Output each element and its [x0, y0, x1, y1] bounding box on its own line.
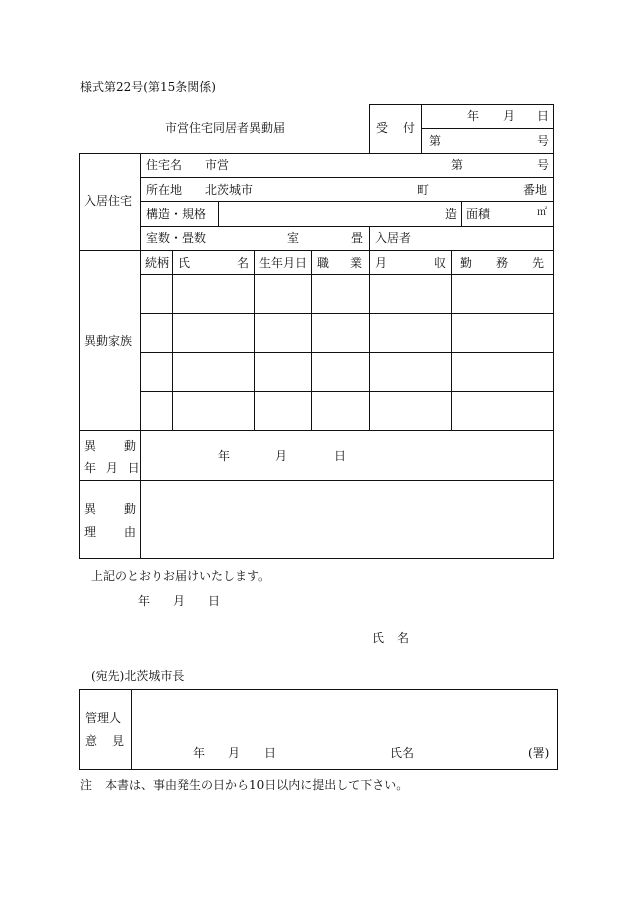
col-job-1: 職	[317, 256, 330, 270]
change-date-month: 月	[275, 449, 288, 463]
col-work-1: 勤	[460, 256, 473, 270]
family-col-line-4	[369, 250, 370, 430]
reception-month: 月	[503, 109, 516, 123]
manager-label-2a: 意	[85, 734, 98, 748]
tatami-unit: 畳	[351, 231, 364, 245]
sign-date-year: 年	[138, 594, 151, 608]
form-title: 市営住宅同居者異動届	[165, 121, 286, 135]
housing-no-suffix: 号	[537, 158, 550, 172]
reception-year: 年	[467, 109, 480, 123]
family-row1-line	[140, 313, 553, 314]
reception-left-line	[369, 104, 370, 153]
reception-mid-line	[421, 128, 553, 129]
family-col-line-1	[172, 250, 173, 430]
manager-label-divider	[131, 689, 132, 769]
family-col-line-5	[451, 250, 452, 430]
change-date-day: 日	[334, 449, 347, 463]
reception-label-tsuke: 付	[403, 121, 416, 135]
change-reason-label-2b: 由	[124, 525, 137, 539]
form-number: 様式第22号(第15条関係)	[80, 80, 216, 94]
family-row2-line	[140, 352, 553, 353]
reception-inner-line	[421, 104, 422, 153]
change-date-year: 年	[218, 449, 231, 463]
rooms-unit: 室	[287, 231, 300, 245]
change-reason-label-1b: 動	[124, 502, 137, 516]
address-label: 所在地	[146, 183, 183, 197]
rooms-label: 室数・畳数	[146, 231, 207, 245]
manager-label-2b: 見	[112, 734, 125, 748]
manager-label-1: 管理人	[85, 711, 122, 725]
col-name-1: 氏	[178, 256, 191, 270]
area-divider	[461, 201, 462, 226]
address-town: 町	[417, 183, 430, 197]
family-section-label: 異動家族	[84, 334, 133, 348]
statement-text: 上記のとおりお届けいたします。	[91, 569, 271, 583]
family-bottom-line	[79, 430, 553, 431]
manager-name-label: 氏名	[390, 746, 415, 760]
change-date-bottom-line	[79, 480, 553, 481]
change-reason-label-2a: 理	[84, 525, 97, 539]
area-label: 面積	[466, 207, 491, 221]
col-income-2: 収	[434, 256, 447, 270]
reception-label-u: 受	[376, 121, 389, 135]
change-date-label-1b: 動	[124, 439, 137, 453]
note-text: 本書は、事由発生の日から10日以内に提出して下さい。	[105, 778, 409, 792]
family-header-line	[140, 274, 553, 275]
change-reason-label-1a: 異	[84, 502, 97, 516]
reception-no-prefix: 第	[429, 134, 442, 148]
address-city: 北茨城市	[205, 183, 254, 197]
addressee: (宛先)北茨城市長	[91, 669, 185, 683]
change-date-label-1a: 異	[84, 439, 97, 453]
col-job-2: 業	[350, 256, 363, 270]
housing-no-prefix: 第	[451, 158, 464, 172]
manager-opinion-frame	[79, 689, 558, 770]
sign-date-month: 月	[173, 594, 186, 608]
family-row3-line	[140, 391, 553, 392]
sign-name-1: 氏	[372, 631, 385, 645]
area-unit: ㎡	[537, 207, 547, 218]
structure-suffix: 造	[445, 207, 458, 221]
col-work-2: 務	[496, 256, 509, 270]
residence-row2-line	[140, 201, 553, 202]
manager-month: 月	[228, 746, 241, 760]
col-relation: 続柄	[145, 256, 170, 270]
structure-label: 構造・規格	[146, 207, 207, 221]
change-date-label-2: 年 月 日	[84, 461, 143, 475]
manager-day: 日	[264, 746, 277, 760]
structure-label-divider	[218, 201, 219, 226]
residence-row1-line	[140, 177, 553, 178]
family-col-line-3	[311, 250, 312, 430]
col-birth: 生年月日	[259, 256, 308, 270]
sign-name-2: 名	[397, 631, 410, 645]
sign-date-day: 日	[208, 594, 221, 608]
residence-bottom-line	[79, 250, 553, 251]
label-column-line	[140, 153, 141, 558]
housing-name-label: 住宅名	[146, 158, 183, 172]
col-name-2: 名	[237, 256, 250, 270]
housing-name-prefix: 市営	[205, 158, 230, 172]
reception-right-line	[553, 104, 554, 153]
reception-no-suffix: 号	[537, 134, 550, 148]
col-work-3: 先	[532, 256, 545, 270]
address-banchi: 番地	[523, 183, 548, 197]
resident-divider	[369, 226, 370, 250]
residence-section-label: 入居住宅	[84, 194, 133, 208]
manager-year: 年	[193, 746, 206, 760]
residence-row3-line	[140, 226, 553, 227]
reception-day: 日	[537, 109, 550, 123]
col-income-1: 月	[375, 256, 388, 270]
resident-label: 入居者	[375, 231, 412, 245]
manager-seal: (署)	[528, 746, 550, 760]
note-label: 注	[80, 778, 93, 792]
family-col-line-2	[254, 250, 255, 430]
reception-top-line	[369, 104, 553, 105]
